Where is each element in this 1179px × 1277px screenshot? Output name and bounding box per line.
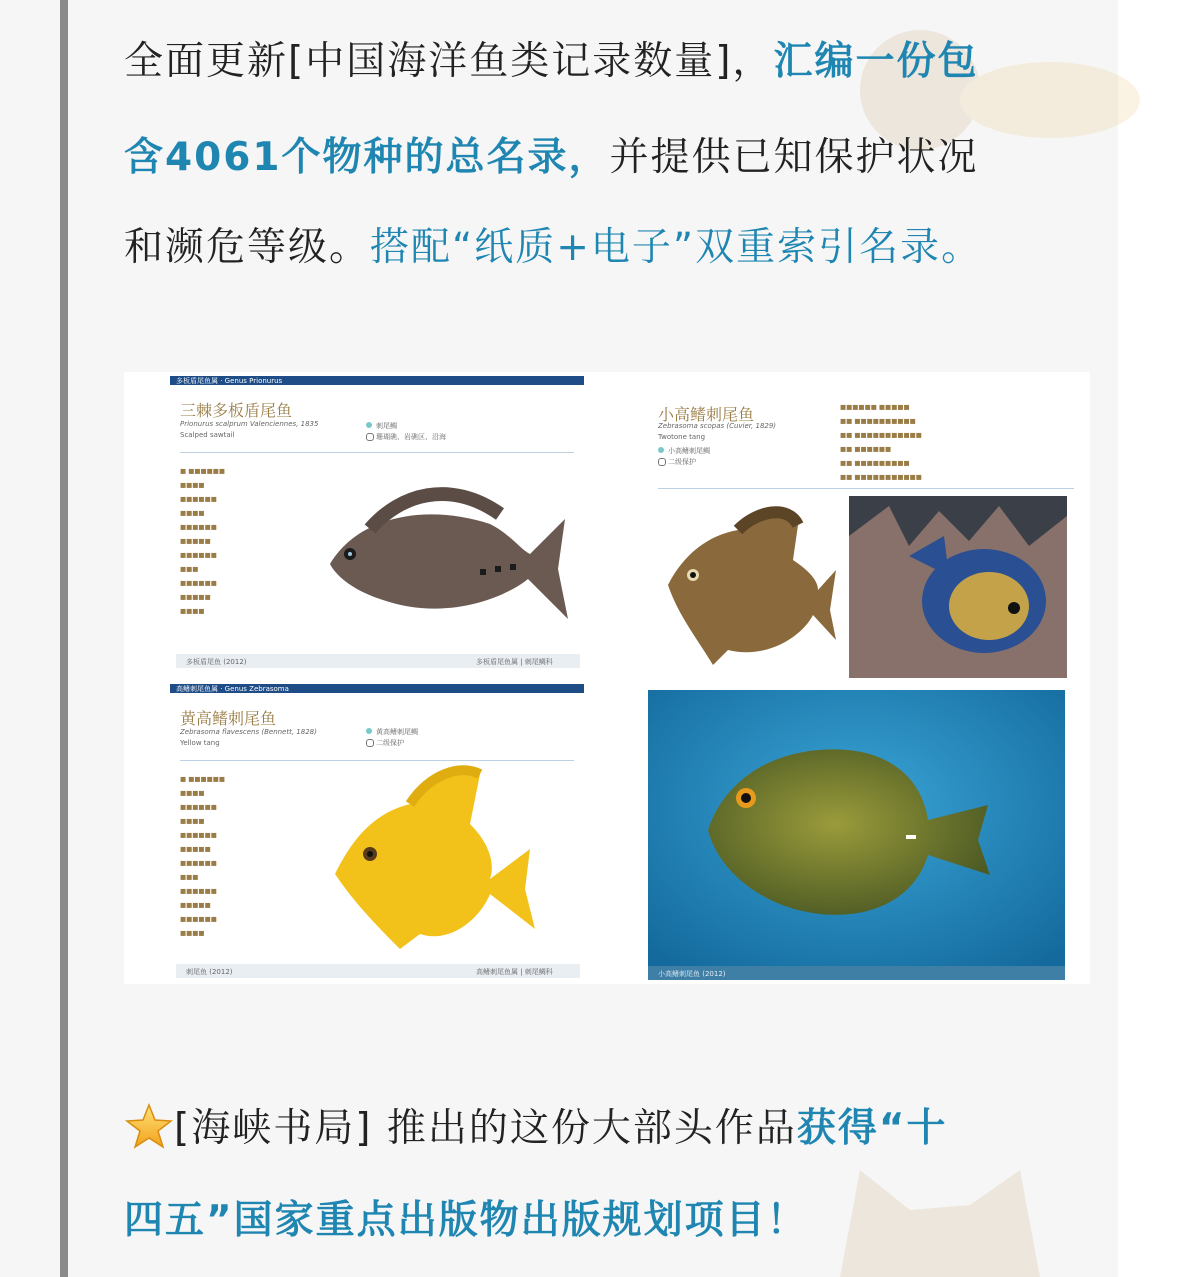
intro-highlight: 汇编一份包: [773, 39, 979, 84]
left-top-page: [170, 376, 584, 668]
fish-illustration-twotone-tang: [658, 500, 838, 670]
right-margin-panel: [1118, 0, 1179, 1277]
footer-right: 高鳍刺尾鱼属 | 刺尾鲷科: [476, 968, 553, 976]
status-tag: 黄高鳍刺尾鲷: [376, 728, 418, 736]
page-footer: [176, 654, 580, 668]
separator: [180, 452, 574, 453]
status-dot-icon: [366, 728, 372, 734]
footer-left: 多板盾尾鱼 (2012): [186, 658, 247, 666]
fish-illustration-yellow-tang: [320, 764, 540, 954]
separator: [658, 488, 1074, 489]
species-en: Yellow tang: [180, 739, 220, 747]
species-cn-name: 黄高鳍刺尾鱼: [180, 709, 277, 728]
protection-circle-icon: [366, 739, 374, 747]
status-dot-icon: [366, 422, 372, 428]
status-tag: 小高鳍刺尾鲷: [668, 447, 710, 455]
right-top-page: [644, 376, 1088, 684]
outro-text: [海峡书局] 推出的这份大部头作品: [174, 1106, 797, 1151]
page-footer: [648, 966, 1065, 980]
intro-line-2: [124, 126, 979, 182]
protection-tag: 二级保护: [668, 458, 696, 466]
outro-highlight: 四五”国家重点出版物出版规划项目！: [124, 1198, 808, 1243]
species-en: Scalped sawtail: [180, 431, 235, 439]
page-header-text: 多板盾尾鱼属 · Genus Prionurus: [176, 377, 283, 385]
page-footer: [176, 964, 580, 978]
species-latin: Zebrasoma scopas (Cuvier, 1829): [658, 422, 777, 430]
species-cn-name: 三棘多板盾尾鱼: [180, 401, 293, 420]
intro-highlight: 含4061个物种的总名录，: [124, 135, 610, 180]
species-latin: Prionurus scalprum Valenciennes, 1835: [180, 420, 319, 428]
footer-right: 多板盾尾鱼属 | 刺尾鲷科: [476, 658, 553, 666]
underwater-fish-photo-art: [648, 690, 1065, 980]
protection-circle-icon: [658, 458, 666, 466]
outro-line-1: [124, 1097, 947, 1153]
status-tag: 刺尾鲷: [376, 422, 397, 430]
intro-line-1: [124, 30, 978, 86]
footer-left: 刺尾鱼 (2012): [186, 968, 233, 976]
status-dot-icon: [658, 447, 664, 453]
species-description-block: ■ ■■■■■■ ■■■■ ■■■■■■ ■■■■ ■■■■■■ ■■■■■ ■■■■■■ ■■■ ■■■■■■ ■■■■■ ■■■■: [180, 467, 226, 615]
page-header-bar: [170, 376, 584, 385]
habitat-tag: 珊瑚礁、岩礁区、沿海: [376, 433, 446, 441]
fish-illustration-prionurus: [300, 474, 570, 634]
left-border-rule: [60, 0, 68, 1277]
cat-watermark-bottom: [800, 1150, 1160, 1277]
intro-highlight: 搭配“纸质+电子”双重索引名录。: [370, 225, 983, 270]
left-bottom-page: [170, 684, 584, 980]
species-en: Twotone tang: [658, 433, 706, 441]
star-icon: [124, 1103, 174, 1149]
reef-photo: [849, 496, 1067, 678]
intro-line-3: [124, 216, 982, 272]
book-spread-image: [124, 372, 1090, 984]
page-header-text: 高鳍刺尾鱼属 · Genus Zebrasoma: [176, 685, 289, 693]
intro-text: 全面更新[中国海洋鱼类记录数量]，: [124, 39, 774, 84]
separator: [180, 760, 574, 761]
species-cn-name: 小高鳍刺尾鱼: [658, 405, 755, 424]
intro-text: 和濒危等级。: [124, 225, 371, 270]
footer-left: 小高鳍刺尾鱼 (2012): [658, 970, 726, 978]
protection-tag: 二级保护: [376, 739, 404, 747]
reef-fish-photo-art: [849, 496, 1067, 678]
outro-line-2: [124, 1189, 808, 1245]
intro-text: 并提供已知保护状况: [609, 135, 979, 180]
page-header-bar: [170, 684, 584, 693]
species-latin: Zebrasoma flavescens (Bennett, 1828): [180, 728, 317, 736]
habitat-circle-icon: [366, 433, 374, 441]
species-description-block: ■ ■■■■■■ ■■■■ ■■■■■■ ■■■■ ■■■■■■ ■■■■■ ■■■■■■ ■■■ ■■■■■■ ■■■■■ ■■■■■■ ■■■■: [180, 775, 226, 937]
species-description-block: ■■■■■■ ■■■■■ ■■ ■■■■■■■■■■ ■■ ■■■■■■■■■■■ ■■ ■■■■■■ ■■ ■■■■■■■■■ ■■ ■■■■■■■■■■■: [840, 403, 922, 481]
outro-highlight: 获得“十: [796, 1106, 948, 1151]
underwater-photo: [648, 690, 1065, 980]
